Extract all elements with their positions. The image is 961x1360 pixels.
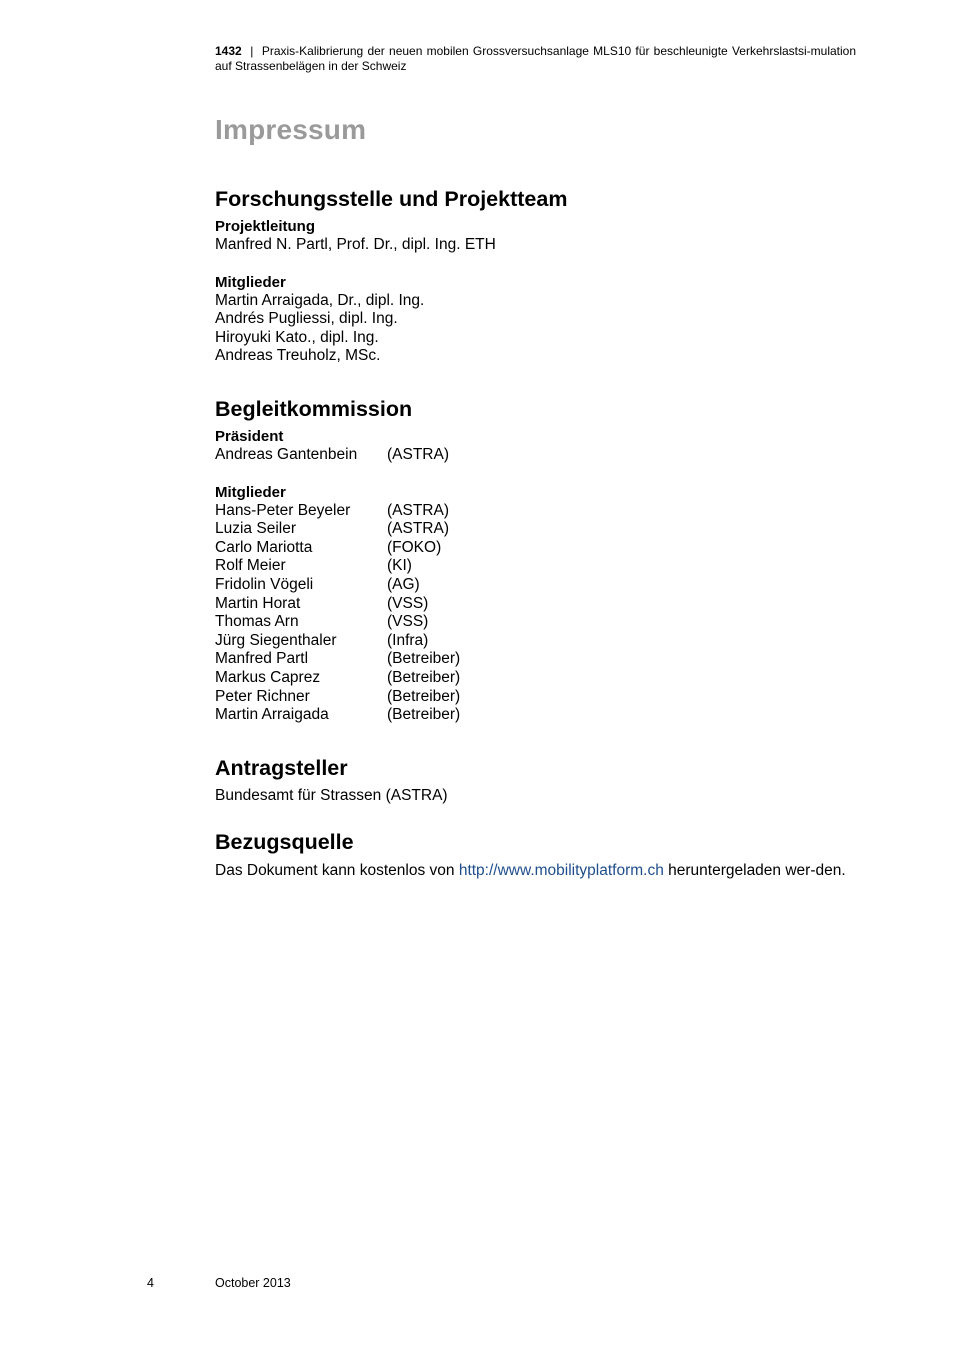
commission-member: [215, 613, 856, 632]
commission-member: [215, 576, 856, 595]
page-number: 4: [147, 1276, 154, 1290]
member-name: Martin Arraigada: [215, 706, 329, 724]
project-lead: Manfred N. Partl, Prof. Dr., dipl. Ing. ETH: [215, 236, 496, 253]
running-header: [215, 44, 856, 74]
member-name: Luzia Seiler: [215, 520, 296, 538]
member-org: (KI): [387, 557, 412, 575]
team-member: Andrés Pugliessi, dipl. Ing.: [215, 310, 398, 328]
commission-member: [215, 520, 856, 539]
member-name: Fridolin Vögeli: [215, 575, 314, 593]
member-org: (ASTRA): [387, 445, 449, 463]
section-heading-antragsteller: Antragsteller: [215, 755, 348, 780]
report-number: 1432: [215, 44, 242, 58]
section-antragsteller: [215, 755, 856, 806]
member-org: (FOKO): [387, 538, 442, 556]
member-org: (Betreiber): [387, 706, 461, 724]
team-member: Martin Arraigada, Dr., dipl. Ing.: [215, 291, 425, 309]
member-name: Jürg Siegenthaler: [215, 631, 337, 649]
member-name: Andreas Gantenbein: [215, 445, 358, 463]
member-org: (ASTRA): [387, 501, 449, 519]
member-name: Carlo Mariotta: [215, 538, 313, 556]
member-org: (Infra): [387, 631, 429, 649]
member-name: Rolf Meier: [215, 557, 286, 575]
commission-member: [215, 650, 856, 669]
member-org: (Betreiber): [387, 650, 461, 668]
section-forschungsstelle: [215, 186, 856, 366]
section-heading-forschungsstelle: Forschungsstelle und Projektteam: [215, 187, 568, 211]
commission-member: [215, 595, 856, 614]
member-name: Hans-Peter Beyeler: [215, 501, 351, 519]
member-name: Manfred Partl: [215, 650, 309, 668]
footer-date: October 2013: [215, 1276, 291, 1290]
member-org: (VSS): [387, 613, 429, 631]
mobilityplatform-link[interactable]: http://www.mobilityplatform.ch: [458, 862, 664, 880]
label-mitglieder: Mitglieder: [215, 483, 286, 501]
applicant: Bundesamt für Strassen (ASTRA): [215, 786, 448, 804]
impressum-content: [215, 186, 856, 880]
commission-member: [215, 688, 856, 707]
header-title: Praxis-Kalibrierung der neuen mobilen Grossversuchsanlage MLS10 für beschleunigte Verkehrslastsi-mulation auf Strassenbelägen in der Schweiz: [215, 44, 857, 73]
section-bezugsquelle: [215, 829, 856, 880]
member-name: Markus Caprez: [215, 668, 321, 686]
commission-member: [215, 669, 856, 688]
member-name: Thomas Arn: [215, 613, 299, 631]
member-org: (AG): [387, 575, 420, 593]
commission-member: [215, 557, 856, 576]
member-name: Martin Horat: [215, 594, 301, 612]
commission-member: [215, 539, 856, 558]
source-text-after: heruntergeladen wer-den.: [663, 862, 846, 880]
member-name: Peter Richner: [215, 687, 310, 705]
commission-member: [215, 706, 856, 725]
header-separator: |: [250, 44, 254, 58]
label-praesident: Präsident: [215, 427, 284, 445]
source-paragraph: [215, 861, 856, 880]
label-projektleitung: Projektleitung: [215, 218, 316, 235]
commission-member: [215, 502, 856, 521]
page-title: Impressum: [215, 114, 367, 145]
member-org: (VSS): [387, 594, 429, 612]
member-org: (Betreiber): [387, 687, 461, 705]
section-heading-begleitkommission: Begleitkommission: [215, 396, 413, 421]
section-heading-bezugsquelle: Bezugsquelle: [215, 830, 354, 855]
label-mitglieder: Mitglieder: [215, 273, 286, 291]
source-text-before: Das Dokument kann kostenlos von: [215, 862, 459, 880]
team-member: Hiroyuki Kato., dipl. Ing.: [215, 328, 379, 346]
member-org: (Betreiber): [387, 668, 461, 686]
commission-president: [215, 446, 856, 465]
member-org: (ASTRA): [387, 520, 449, 538]
team-member: Andreas Treuholz, MSc.: [215, 347, 381, 365]
commission-member: [215, 632, 856, 651]
section-begleitkommission: [215, 396, 856, 725]
